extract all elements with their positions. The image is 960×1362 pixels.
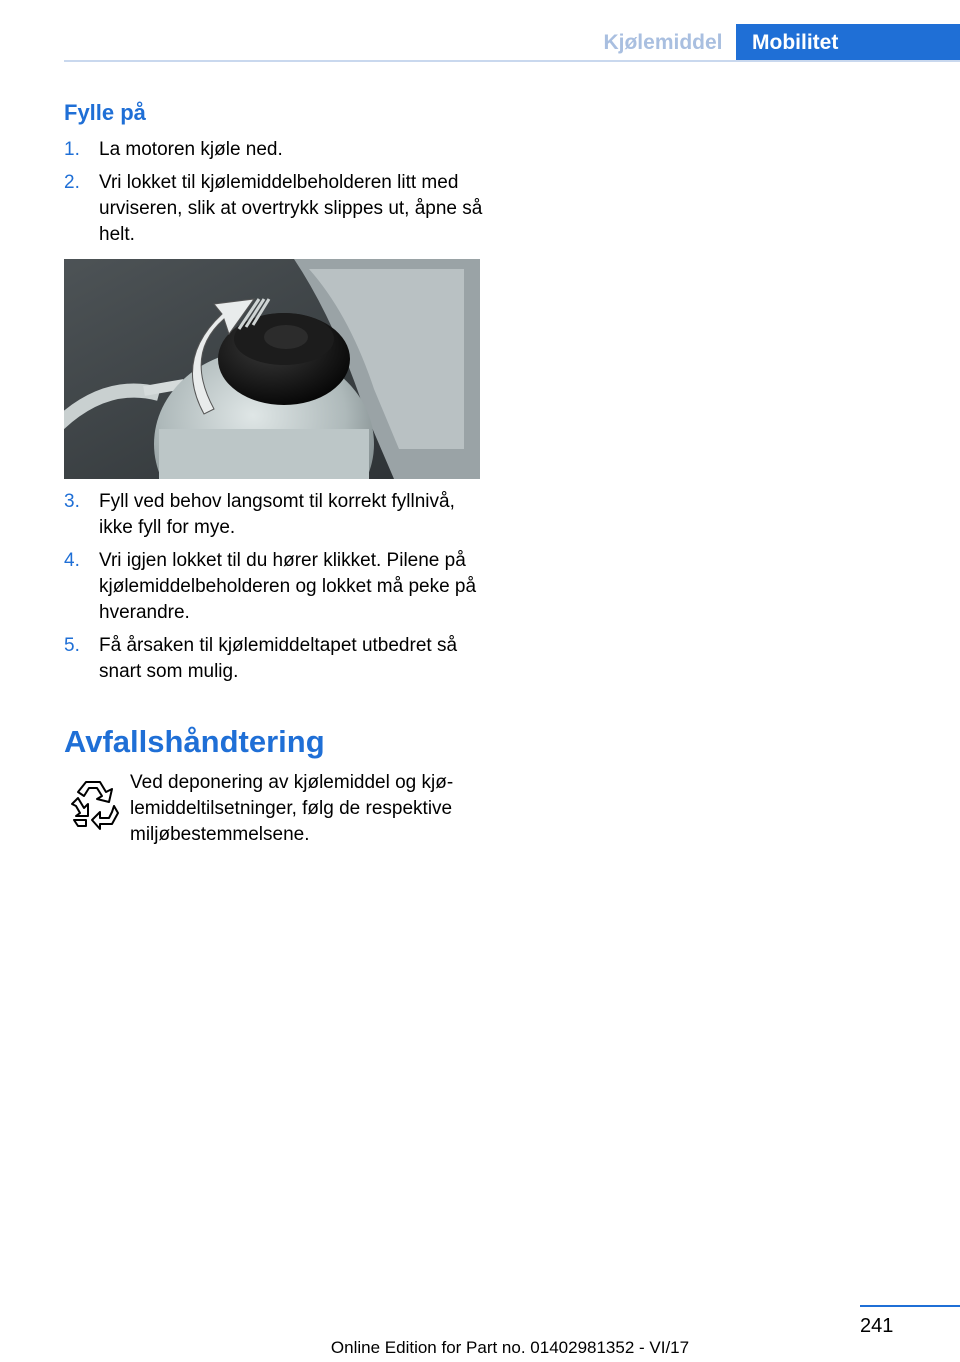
step-text: La motoren kjøle ned. bbox=[99, 139, 283, 160]
list-item bbox=[64, 548, 484, 626]
list-item bbox=[64, 170, 484, 248]
step-text: Vri lokket til kjølemiddelbeholderen litt med urviseren, slik at overtrykk slippes ut, åpne så helt. bbox=[99, 172, 483, 245]
step-number: 2. bbox=[64, 172, 80, 193]
step-number: 4. bbox=[64, 550, 80, 571]
step-text: Vri igjen lokket til du hører klikket. Pilene på kjølemiddelbeholderen og lokket må peke på hverandre. bbox=[99, 550, 477, 623]
header-section-tab: Kjølemiddel bbox=[603, 31, 723, 54]
steps-before-list bbox=[64, 137, 484, 248]
footer-rule bbox=[860, 1305, 960, 1307]
edition-note: Online Edition for Part no. 01402981352 - VI/17 bbox=[330, 1338, 690, 1357]
fill-title: Fylle på bbox=[64, 100, 146, 125]
recycle-icon-graphic bbox=[66, 776, 120, 832]
steps-after-list bbox=[64, 489, 484, 685]
steps-after-list-container bbox=[64, 489, 484, 692]
disposal-title: Avfallshåndtering bbox=[64, 724, 325, 759]
list-item bbox=[64, 137, 484, 163]
page-number: 241 bbox=[860, 1315, 894, 1337]
header-chapter-tab: Mobilitet bbox=[736, 24, 960, 62]
list-item bbox=[64, 489, 484, 541]
coolant-reservoir-image bbox=[64, 259, 480, 479]
coolant-reservoir-illustration bbox=[64, 259, 480, 479]
steps-before-list-container bbox=[64, 137, 484, 255]
step-text: Få årsaken til kjølemiddeltapet utbedret så snart som mulig. bbox=[99, 635, 458, 682]
step-text: Fyll ved behov langsomt til korrekt fyllnivå, ikke fyll for mye. bbox=[99, 491, 455, 538]
disposal-text: Ved deponering av kjølemiddel og kjø‐ lemiddeltilsetninger, følg de respektive miljøbestemmelsene. bbox=[130, 772, 454, 845]
recycle-icon bbox=[66, 776, 120, 832]
list-item bbox=[64, 633, 484, 685]
step-number: 5. bbox=[64, 635, 80, 656]
step-number: 3. bbox=[64, 491, 80, 512]
header-rule bbox=[64, 60, 960, 62]
step-number: 1. bbox=[64, 139, 80, 160]
